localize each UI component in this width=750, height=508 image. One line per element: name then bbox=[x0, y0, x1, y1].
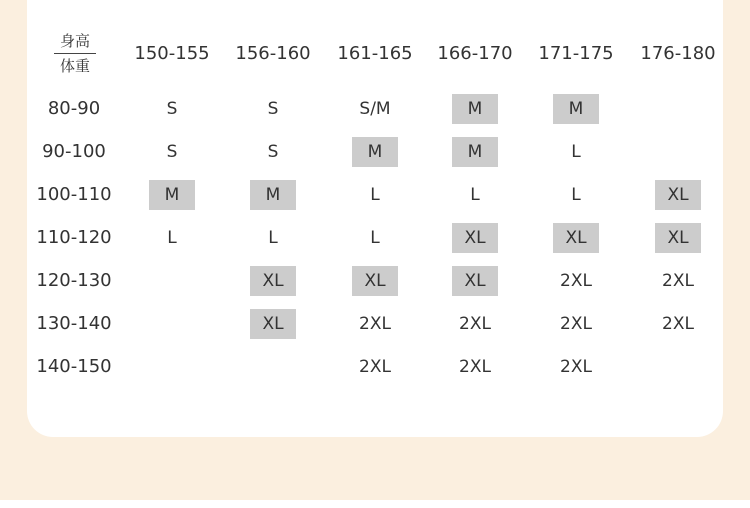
height-header: 156-160 bbox=[235, 43, 311, 64]
size-cell: 2XL bbox=[459, 314, 491, 334]
weight-label: 80-90 bbox=[47, 98, 101, 119]
weight-label: 90-100 bbox=[42, 141, 106, 162]
size-cell: 2XL bbox=[560, 357, 592, 377]
weight-label: 140-150 bbox=[36, 356, 112, 377]
weight-label: 120-130 bbox=[36, 270, 112, 291]
size-cell: L bbox=[370, 228, 380, 248]
size-cell: L bbox=[470, 185, 480, 205]
size-cell-highlighted: M bbox=[352, 137, 398, 167]
size-cell-highlighted: XL bbox=[655, 180, 701, 210]
size-cell: 2XL bbox=[662, 271, 694, 291]
size-cell-highlighted: M bbox=[553, 94, 599, 124]
corner-divider bbox=[54, 53, 96, 54]
size-cell-highlighted: XL bbox=[250, 309, 296, 339]
size-cell: S bbox=[267, 142, 279, 162]
size-cell: 2XL bbox=[662, 314, 694, 334]
height-header: 176-180 bbox=[640, 43, 716, 64]
size-cell: 2XL bbox=[459, 357, 491, 377]
size-cell-highlighted: M bbox=[452, 137, 498, 167]
weight-label: 130-140 bbox=[36, 313, 112, 334]
size-cell: L bbox=[370, 185, 380, 205]
size-cell-highlighted: XL bbox=[452, 223, 498, 253]
size-cell: 2XL bbox=[359, 357, 391, 377]
corner-height-label: 身高 bbox=[59, 32, 90, 50]
height-header: 166-170 bbox=[437, 43, 513, 64]
size-cell-highlighted: XL bbox=[352, 266, 398, 296]
weight-label: 100-110 bbox=[36, 184, 112, 205]
size-cell: S/M bbox=[359, 99, 391, 119]
height-header: 171-175 bbox=[538, 43, 614, 64]
size-cell: L bbox=[268, 228, 278, 248]
height-header: 161-165 bbox=[337, 43, 413, 64]
size-cell-highlighted: XL bbox=[452, 266, 498, 296]
height-header: 150-155 bbox=[134, 43, 210, 64]
corner-weight-label: 体重 bbox=[59, 57, 90, 75]
size-cell: L bbox=[571, 142, 581, 162]
size-cell: 2XL bbox=[560, 271, 592, 291]
size-cell: S bbox=[166, 99, 178, 119]
size-cell-highlighted: M bbox=[452, 94, 498, 124]
size-cell-highlighted: XL bbox=[553, 223, 599, 253]
size-cell: L bbox=[571, 185, 581, 205]
weight-label: 110-120 bbox=[36, 227, 112, 248]
size-cell-highlighted: XL bbox=[250, 266, 296, 296]
size-cell-highlighted: M bbox=[250, 180, 296, 210]
size-cell: S bbox=[267, 99, 279, 119]
size-cell: S bbox=[166, 142, 178, 162]
size-cell: 2XL bbox=[359, 314, 391, 334]
size-cell-highlighted: XL bbox=[655, 223, 701, 253]
size-cell: L bbox=[167, 228, 177, 248]
size-cell-highlighted: M bbox=[149, 180, 195, 210]
size-cell: 2XL bbox=[560, 314, 592, 334]
table-corner-header bbox=[52, 30, 98, 78]
